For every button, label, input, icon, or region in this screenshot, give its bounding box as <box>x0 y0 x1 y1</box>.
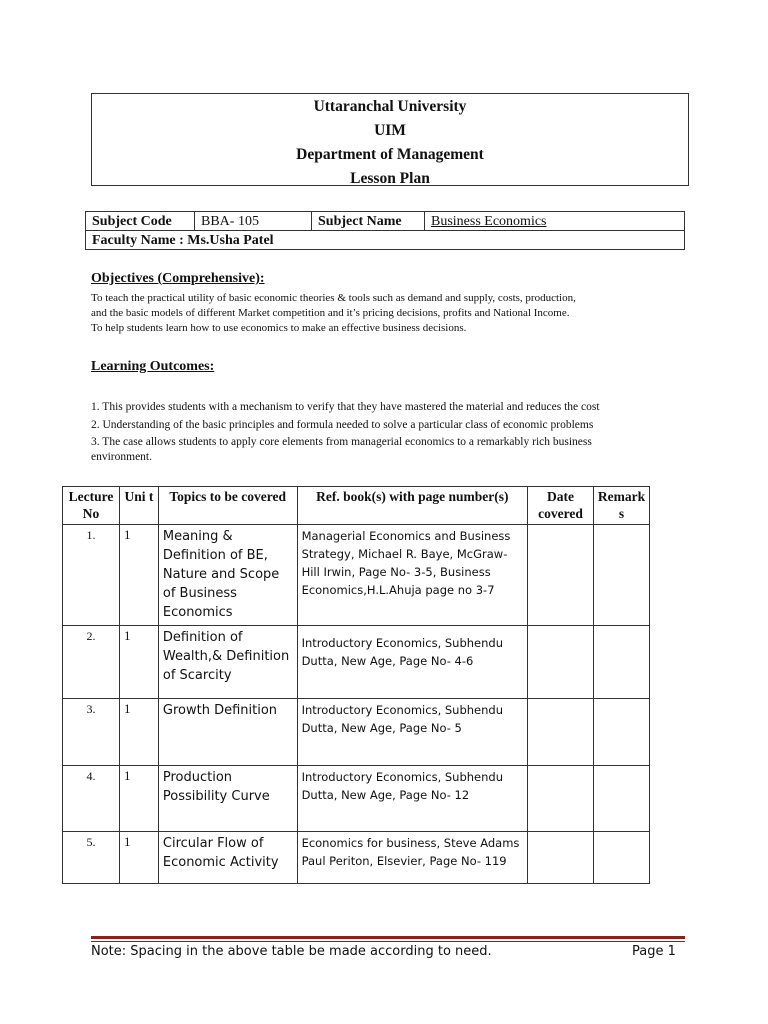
university-name: Uttaranchal University <box>313 98 467 115</box>
topic-cell: Meaning & Definition of BE, Nature and Scope of Business Economics <box>158 525 297 626</box>
lecture-no: 4. <box>63 766 120 832</box>
unit-cell: 1 <box>119 525 158 626</box>
outcome-item: environment. <box>91 451 152 463</box>
outcome-item: 2. Understanding of the basic principles and formula needed to solve a particular class of economic problems <box>91 419 594 431</box>
lecture-no: 5. <box>63 832 120 884</box>
topic-cell: Circular Flow of Economic Activity <box>158 832 297 884</box>
subject-code-value: BBA- 105 <box>195 212 312 231</box>
remarks-cell <box>593 699 649 766</box>
document-title-block <box>91 93 689 186</box>
objectives-line: To teach the practical utility of basic economic theories & tools such as demand and supply, costs, production, <box>91 292 576 304</box>
footer-note: Note: Spacing in the above table be made according to need. <box>91 944 492 959</box>
objectives-line: To help students learn how to use economics to make an effective business decisions. <box>91 322 467 334</box>
objectives-text <box>91 291 691 336</box>
ref-cell: Managerial Economics and Business Strategy, Michael R. Baye, McGraw-Hill Irwin, Page No- 3-5, Business Economics,H.L.Ahuja page no 3-7 <box>297 525 527 626</box>
header-unit: Uni t <box>119 487 158 525</box>
topic-cell: Growth Definition <box>158 699 297 766</box>
header-lecture-no: Lecture No <box>63 487 120 525</box>
unit-cell: 1 <box>119 699 158 766</box>
ref-cell: Introductory Economics, Subhendu Dutta, New Age, Page No- 12 <box>297 766 527 832</box>
lecture-no: 1. <box>63 525 120 626</box>
lecture-no: 2. <box>63 626 120 699</box>
ref-cell: Introductory Economics, Subhendu Dutta, New Age, Page No- 4-6 <box>297 626 527 699</box>
lesson-plan-table <box>62 486 650 884</box>
date-cell <box>528 766 594 832</box>
objectives-heading: Objectives (Comprehensive): <box>91 271 265 286</box>
unit-cell: 1 <box>119 766 158 832</box>
footer-rule-thick <box>91 936 685 939</box>
learning-outcomes-list <box>91 400 691 465</box>
outcome-item: 1. This provides students with a mechanism to verify that they have mastered the material and reduces the cost <box>91 401 600 413</box>
header-date-covered: Date covered <box>528 487 594 525</box>
ref-cell: Introductory Economics, Subhendu Dutta, New Age, Page No- 5 <box>297 699 527 766</box>
date-cell <box>528 626 594 699</box>
page-number: Page 1 <box>632 944 676 959</box>
subject-info-table <box>85 211 685 250</box>
lecture-no: 3. <box>63 699 120 766</box>
table-row <box>63 832 650 884</box>
footer-rule-thin <box>91 941 685 942</box>
learning-outcomes-heading: Learning Outcomes: <box>91 359 215 374</box>
remarks-cell <box>593 525 649 626</box>
document-type: Lesson Plan <box>350 170 430 187</box>
faculty-name: Faculty Name : Ms.Usha Patel <box>86 231 685 250</box>
subject-code-label: Subject Code <box>86 212 195 231</box>
date-cell <box>528 525 594 626</box>
table-row <box>63 766 650 832</box>
header-topics: Topics to be covered <box>158 487 297 525</box>
objectives-line: and the basic models of different Market competition and it’s pricing decisions, profits and National Income. <box>91 307 570 319</box>
header-remarks: Remark s <box>593 487 649 525</box>
topic-cell: Production Possibility Curve <box>158 766 297 832</box>
outcome-item: 3. The case allows students to apply core elements from managerial economics to a remarkably rich business <box>91 436 592 448</box>
date-cell <box>528 832 594 884</box>
ref-cell: Economics for business, Steve Adams Paul Periton, Elsevier, Page No- 119 <box>297 832 527 884</box>
table-header-row <box>63 487 650 525</box>
remarks-cell <box>593 832 649 884</box>
header-ref-books: Ref. book(s) with page number(s) <box>297 487 527 525</box>
unit-cell: 1 <box>119 832 158 884</box>
department-name: Department of Management <box>296 146 484 163</box>
unit-cell: 1 <box>119 626 158 699</box>
remarks-cell <box>593 766 649 832</box>
topic-cell: Definition of Wealth,& Definition of Scarcity <box>158 626 297 699</box>
table-row <box>63 525 650 626</box>
table-row <box>63 626 650 699</box>
date-cell <box>528 699 594 766</box>
subject-name-label: Subject Name <box>312 212 425 231</box>
subject-name-value: Business Economics <box>425 212 685 231</box>
remarks-cell <box>593 626 649 699</box>
institute-name: UIM <box>374 122 406 139</box>
table-row <box>63 699 650 766</box>
